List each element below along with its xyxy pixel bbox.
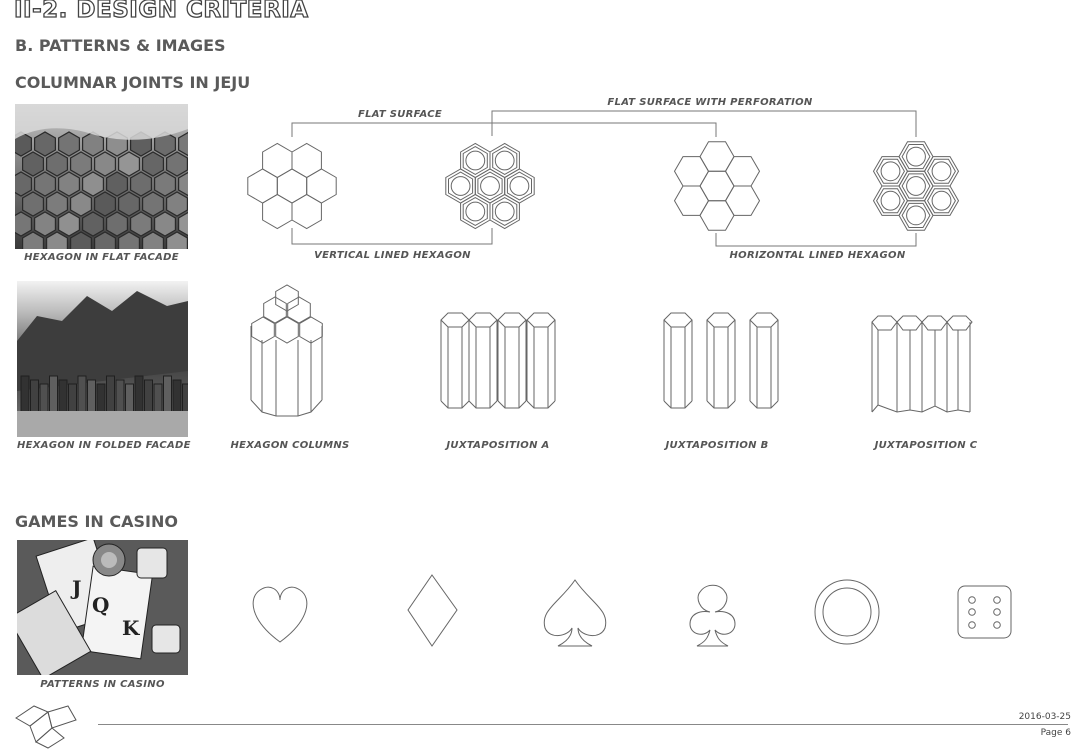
vertical-lined-bracket: [292, 228, 492, 244]
columnar-heading: COLUMNAR JOINTS IN JEJU: [15, 73, 251, 92]
casino-heading: GAMES IN CASINO: [15, 512, 178, 531]
casino-photo: [17, 540, 188, 675]
hexagon-columns-drawing: [251, 285, 322, 416]
club-icon: [690, 585, 735, 646]
heart-icon: [253, 587, 307, 642]
diamond-icon: [408, 575, 457, 646]
footer-page: Page 6: [1040, 728, 1071, 738]
hex-cluster-perforated-vertical: [446, 144, 534, 229]
column-caption-1: HEXAGON COLUMNS: [230, 440, 350, 451]
hex-cluster-perforated-horizontal: [874, 142, 959, 230]
column-caption-3: JUXTAPOSITION B: [665, 440, 769, 451]
juxtaposition-b-prism-2: [707, 313, 735, 408]
dice-icon: [958, 586, 1011, 638]
column-caption-2: JUXTAPOSITION A: [446, 440, 550, 451]
casino-icons: [230, 570, 1030, 660]
flat-facade-caption: HEXAGON IN FLAT FACADE: [24, 252, 179, 263]
horizontal-lined-bracket: [716, 233, 916, 246]
juxtaposition-a-prism-4: [527, 313, 555, 408]
svg-text:J: J: [72, 576, 82, 600]
svg-text:Q: Q: [92, 593, 110, 617]
juxtaposition-c-drawing: [872, 316, 972, 412]
casino-caption: PATTERNS IN CASINO: [40, 679, 165, 690]
juxtaposition-b-prism-3: [750, 313, 778, 408]
logo-icon: [12, 698, 82, 750]
footer-date: 2016-03-25: [1018, 712, 1071, 722]
horizontal-lined-label: HORIZONTAL LINED HEXAGON: [729, 250, 906, 261]
juxtaposition-b-prism-1: [664, 313, 692, 408]
hex-cluster-flat-vertical: [248, 144, 336, 229]
hex-cluster-flat-horizontal: [675, 142, 760, 230]
flat-surface-perforation-label: FLAT SURFACE WITH PERFORATION: [607, 97, 813, 108]
spade-icon: [544, 580, 606, 646]
flat-surface-label: FLAT SURFACE: [357, 109, 443, 120]
chip-icon: [815, 580, 879, 644]
folded-facade-caption: HEXAGON IN FOLDED FACADE: [17, 440, 191, 451]
svg-text:K: K: [122, 616, 140, 640]
section-subtitle: B. PATTERNS & IMAGES: [15, 36, 226, 55]
juxtaposition-a-prism-1: [441, 313, 469, 408]
vertical-lined-label: VERTICAL LINED HEXAGON: [314, 250, 471, 261]
flat-surface-bracket: [292, 123, 716, 137]
footer-rule: [98, 724, 1068, 725]
juxtaposition-a-prism-2: [469, 313, 497, 408]
juxtaposition-a-prism-3: [498, 313, 526, 408]
page-title: II-2. DESIGN CRITERIA: [14, 0, 309, 23]
perforation-bracket: [492, 111, 916, 137]
column-caption-4: JUXTAPOSITION C: [874, 440, 978, 451]
